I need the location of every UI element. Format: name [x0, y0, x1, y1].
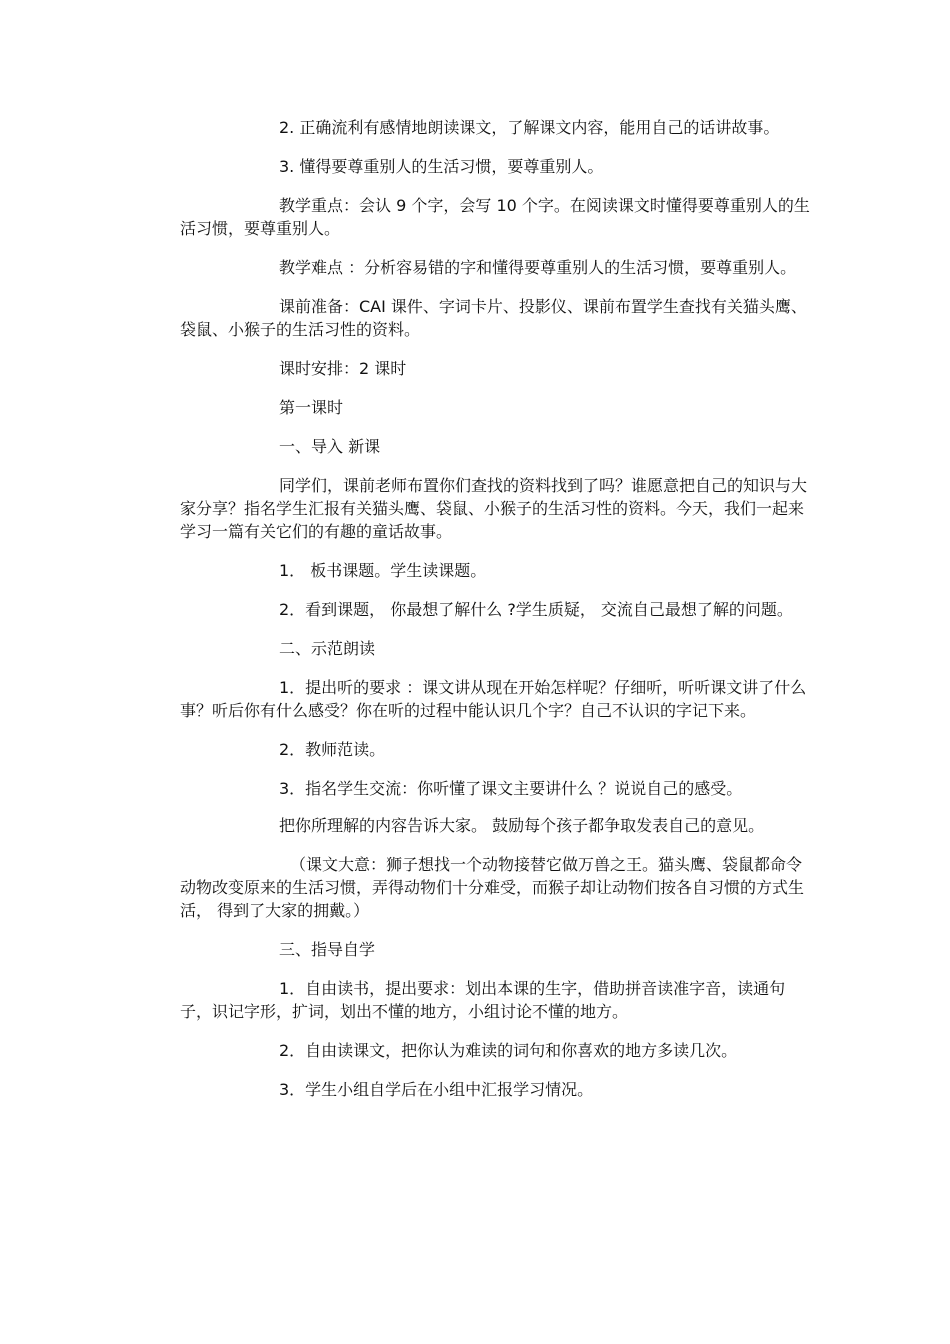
lesson-heading: 第一课时: [279, 398, 344, 417]
document-page: [180, 116, 810, 1117]
preparation: 课前准备：CAI 课件、字词卡片、投影仪、课前布置学生查找有关猫头鹰、袋鼠、小猴子的生活习性的资料。: [180, 297, 807, 339]
step-2-3-note: 把你所理解的内容告诉大家。 鼓励每个孩子都争取发表自己的意见。: [279, 816, 765, 835]
step-1-2: 2．看到课题， 你最想了解什么 ?学生质疑， 交流自己最想了解的问题。: [279, 600, 793, 619]
step-2-1: 1．提出听的要求 ：课文讲从现在开始怎样呢？仔细听，听听课文讲了什么事？听后你有什么感受？你在听的过程中能认识几个字？自己不认识的字记下来。: [180, 678, 807, 720]
section-heading-1: 一、导入 新课: [279, 437, 381, 456]
teaching-focus: 教学重点：会认 9 个字，会写 10 个字。在阅读课文时懂得要尊重别人的生活习惯，要尊重别人。: [180, 196, 810, 238]
step-3-1: 1．自由读书，提出要求：划出本课的生字，借助拼音读准字音，读通句子，识记字形，扩词，划出不懂的地方，小组讨论不懂的地方。: [180, 979, 786, 1021]
section-heading-3: 三、指导自学: [279, 940, 376, 959]
text-summary: （课文大意：狮子想找一个动物接替它做万兽之王。猫头鹰、袋鼠都命令动物改变原来的生活习惯，弄得动物们十分难受，而猴子却让动物们按各自习惯的方式生活， 得到了大家的拥戴。）: [180, 855, 805, 920]
step-2-2: 2．教师范读。: [279, 740, 386, 759]
section-heading-2: 二、示范朗读: [279, 639, 376, 658]
schedule: 课时安排：2 课时: [279, 359, 407, 378]
teaching-difficulty: 教学难点 ：分析容易错的字和懂得要尊重别人的生活习惯，要尊重别人。: [279, 258, 797, 277]
objective-2: 2. 正确流利有感情地朗读课文，了解课文内容，能用自己的话讲故事。: [279, 118, 780, 137]
step-2-3: 3．指名学生交流：你听懂了课文主要讲什么 ？说说自己的感受。: [279, 779, 743, 798]
step-3-3: 3．学生小组自学后在小组中汇报学习情况。: [279, 1080, 594, 1099]
objective-3: 3. 懂得要尊重别人的生活习惯，要尊重别人。: [279, 157, 604, 176]
step-1-1: 1． 板书课题。学生读课题。: [279, 561, 487, 580]
step-3-2: 2．自由读课文，把你认为难读的词句和你喜欢的地方多读几次。: [279, 1041, 738, 1060]
intro-paragraph: 同学们，课前老师布置你们查找的资料找到了吗？谁愿意把自己的知识与大家分享？指名学生汇报有关猫头鹰、袋鼠、小猴子的生活习性的资料。今天，我们一起来学习一篇有关它们的有趣的童话故事。: [180, 476, 808, 541]
